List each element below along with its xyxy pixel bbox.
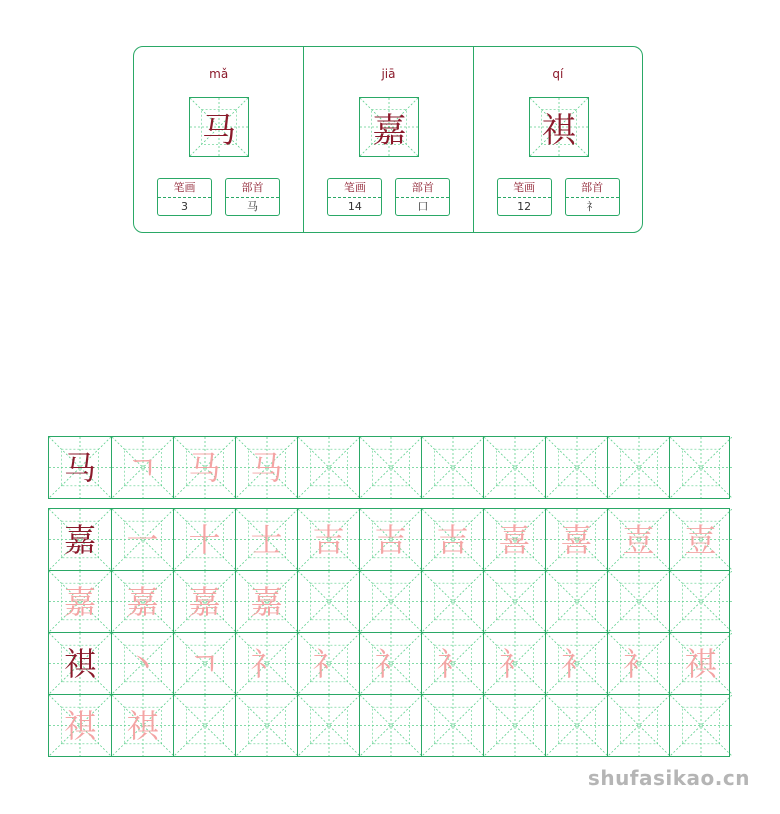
practice-glyph: 吉 [312, 520, 345, 559]
radical-value: 口 [417, 200, 429, 213]
practice-cell [49, 509, 111, 570]
practice-glyph: 衤 [560, 644, 593, 683]
practice-glyph: 嘉 [126, 582, 159, 621]
practice-glyph [546, 437, 607, 498]
practice-glyph: 祺 [126, 706, 159, 745]
practice-cell [421, 437, 483, 498]
practice-glyph: ㄱ [189, 644, 220, 683]
practice-glyph [174, 695, 235, 756]
stroke-count-value: 3 [181, 200, 188, 213]
practice-glyph [422, 571, 483, 632]
radical-label: 部首 [226, 179, 279, 198]
practice-cell [421, 571, 483, 632]
practice-cell [359, 509, 421, 570]
practice-cell [359, 695, 421, 756]
practice-glyph [670, 437, 731, 498]
practice-row [49, 632, 729, 694]
practice-cell [421, 633, 483, 694]
practice-glyph: 丶 [126, 644, 159, 683]
practice-glyph [484, 571, 545, 632]
char-card [134, 47, 303, 232]
radical-box [565, 178, 620, 216]
radical-label: 部首 [396, 179, 449, 198]
practice-cell [49, 571, 111, 632]
practice-cell [235, 437, 297, 498]
practice-glyph: 喜 [560, 520, 593, 559]
practice-glyph: 祺 [63, 706, 96, 745]
practice-cell [235, 571, 297, 632]
pinyin: qí [552, 67, 564, 81]
practice-cell [49, 695, 111, 756]
stroke-count-label: 笔画 [498, 179, 551, 198]
stroke-count-label: 笔画 [328, 179, 381, 198]
radical-value: 马 [247, 200, 258, 213]
practice-glyph [298, 571, 359, 632]
practice-row [49, 694, 729, 756]
practice-glyph [608, 695, 669, 756]
practice-cell [297, 437, 359, 498]
practice-cell [173, 571, 235, 632]
character-box [529, 97, 589, 157]
practice-cell [235, 633, 297, 694]
practice-glyph [236, 695, 297, 756]
character-box [359, 97, 419, 157]
practice-glyph: 吉 [436, 520, 469, 559]
practice-cell [111, 633, 173, 694]
practice-cell [49, 437, 111, 498]
practice-cell [111, 509, 173, 570]
practice-cell [607, 437, 669, 498]
practice-glyph: ㄱ [127, 448, 158, 487]
practice-glyph: 马 [188, 448, 221, 487]
radical-box [225, 178, 280, 216]
practice-glyph: 十 [188, 520, 221, 559]
character: 祺 [541, 110, 576, 151]
practice-glyph [484, 695, 545, 756]
practice-cell [483, 695, 545, 756]
practice-cell [607, 509, 669, 570]
practice-glyph [484, 437, 545, 498]
practice-glyph: 马 [250, 448, 283, 487]
practice-cell [483, 571, 545, 632]
practice-glyph: 士 [250, 520, 283, 559]
practice-cell [545, 633, 607, 694]
practice-glyph: 礻 [312, 644, 345, 683]
practice-block [48, 436, 730, 499]
practice-glyph: 壴 [622, 520, 655, 559]
practice-glyph [360, 437, 421, 498]
practice-cell [173, 437, 235, 498]
practice-glyph: 嘉 [250, 582, 283, 621]
radical-value: 礻 [586, 200, 598, 213]
practice-cell [49, 633, 111, 694]
practice-glyph [298, 437, 359, 498]
practice-glyph: 礻 [250, 644, 283, 683]
practice-glyph [360, 571, 421, 632]
practice-glyph: 嘉 [63, 520, 96, 559]
practice-cell [359, 437, 421, 498]
practice-glyph: 壴 [684, 520, 717, 559]
practice-cell [173, 509, 235, 570]
practice-cell [669, 633, 731, 694]
practice-row [49, 437, 729, 498]
char-card [473, 47, 642, 232]
character-box [189, 97, 249, 157]
practice-glyph [608, 571, 669, 632]
practice-cell [545, 695, 607, 756]
practice-cell [669, 695, 731, 756]
practice-cell [173, 695, 235, 756]
practice-cell [483, 437, 545, 498]
practice-cell [483, 633, 545, 694]
practice-glyph [422, 437, 483, 498]
practice-cell [297, 571, 359, 632]
practice-cell [297, 509, 359, 570]
practice-row [49, 570, 729, 632]
practice-glyph [670, 571, 731, 632]
practice-glyph [298, 695, 359, 756]
practice-glyph: 一 [126, 520, 159, 559]
practice-glyph: 衤 [622, 644, 655, 683]
character: 嘉 [372, 110, 407, 151]
practice-cell [545, 437, 607, 498]
practice-cell [359, 633, 421, 694]
pinyin: jiā [381, 67, 396, 81]
radical-box [395, 178, 450, 216]
stroke-count-value: 12 [517, 200, 532, 213]
stroke-count-box [327, 178, 382, 216]
practice-cell [173, 633, 235, 694]
practice-glyph: 马 [63, 448, 96, 487]
character-info-cards [133, 46, 643, 233]
practice-cell [297, 695, 359, 756]
practice-cell [421, 509, 483, 570]
practice-cell [669, 437, 731, 498]
practice-cell [607, 633, 669, 694]
practice-block [48, 508, 730, 757]
site-watermark: shufasikao.cn [587, 766, 750, 790]
practice-cell [297, 633, 359, 694]
stroke-count-value: 14 [347, 200, 362, 213]
stroke-count-box [157, 178, 212, 216]
practice-cell [421, 695, 483, 756]
practice-glyph: 祺 [63, 644, 96, 683]
character: 马 [202, 110, 236, 151]
practice-cell [607, 571, 669, 632]
radical-label: 部首 [566, 179, 619, 198]
practice-glyph: 嘉 [63, 582, 96, 621]
practice-cell [545, 571, 607, 632]
practice-cell [111, 571, 173, 632]
practice-glyph [670, 695, 731, 756]
practice-glyph [546, 695, 607, 756]
practice-cell [545, 509, 607, 570]
practice-cell [111, 437, 173, 498]
char-card [303, 47, 472, 232]
practice-cell [607, 695, 669, 756]
practice-cell [483, 509, 545, 570]
practice-cell [669, 571, 731, 632]
practice-cell [111, 695, 173, 756]
practice-glyph: 祺 [684, 644, 717, 683]
practice-cell [359, 571, 421, 632]
practice-glyph [608, 437, 669, 498]
practice-glyph [422, 695, 483, 756]
practice-glyph: 礻 [374, 644, 407, 683]
practice-glyph: 衤 [436, 644, 469, 683]
practice-cell [235, 509, 297, 570]
practice-glyph: 嘉 [188, 582, 221, 621]
stroke-count-label: 笔画 [158, 179, 211, 198]
practice-row [49, 509, 729, 570]
practice-cell [235, 695, 297, 756]
practice-glyph [546, 571, 607, 632]
stroke-count-box [497, 178, 552, 216]
practice-glyph: 吉 [374, 520, 407, 559]
practice-cell [669, 509, 731, 570]
practice-glyph: 喜 [498, 520, 531, 559]
practice-glyph: 衤 [498, 644, 531, 683]
pinyin: mǎ [209, 67, 229, 81]
practice-glyph [360, 695, 421, 756]
